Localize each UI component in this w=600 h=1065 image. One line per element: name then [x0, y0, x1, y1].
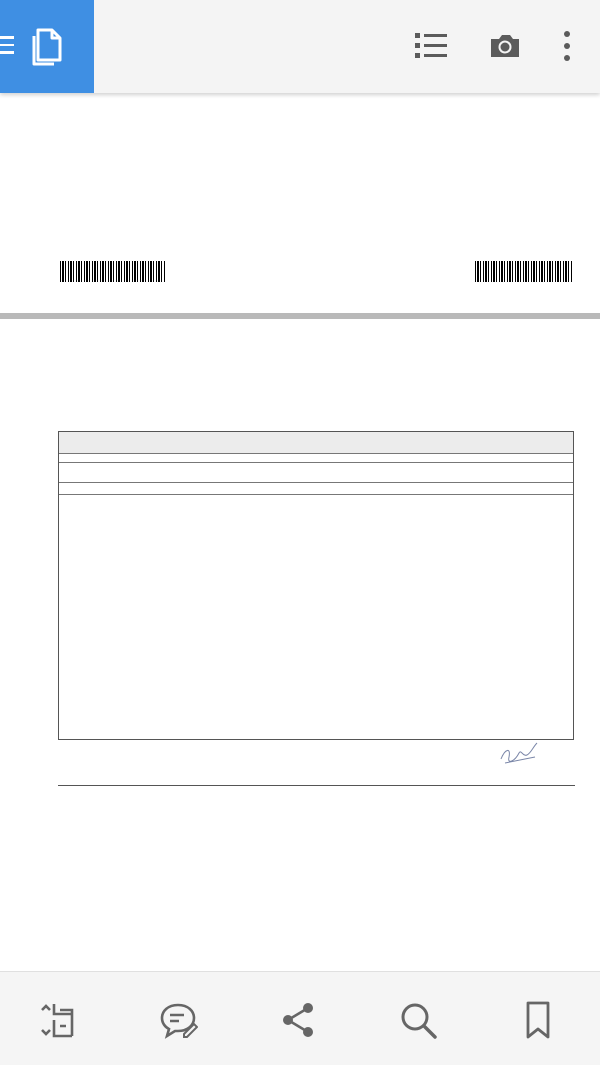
document-icon[interactable]: [28, 24, 68, 68]
menu-icon[interactable]: [0, 36, 14, 56]
other-row: [59, 723, 573, 740]
test-header: [59, 432, 573, 454]
share-icon[interactable]: [278, 1000, 318, 1040]
search-icon[interactable]: [398, 1000, 438, 1040]
more-vertical-icon[interactable]: [560, 30, 574, 62]
cbc-results-table: [58, 431, 574, 740]
document-canvas[interactable]: [0, 93, 600, 971]
barcode-order: [60, 261, 166, 282]
page-2: [0, 319, 600, 971]
bottom-toolbar: [0, 971, 600, 1065]
camera-icon[interactable]: [488, 30, 522, 62]
column-headers: [59, 454, 573, 463]
crop-pages-icon[interactable]: [38, 1000, 78, 1040]
document-tab[interactable]: [0, 0, 94, 93]
list-icon[interactable]: [413, 30, 449, 62]
page-1: [0, 93, 600, 313]
barcode-emk: [475, 261, 573, 282]
divider-line: [58, 785, 575, 786]
top-toolbar: [0, 0, 600, 93]
signature-icon: [497, 739, 541, 769]
esr-row: [59, 463, 573, 483]
bookmark-icon[interactable]: [518, 1000, 558, 1040]
comment-icon[interactable]: [158, 1000, 198, 1040]
section-row: [59, 483, 573, 495]
